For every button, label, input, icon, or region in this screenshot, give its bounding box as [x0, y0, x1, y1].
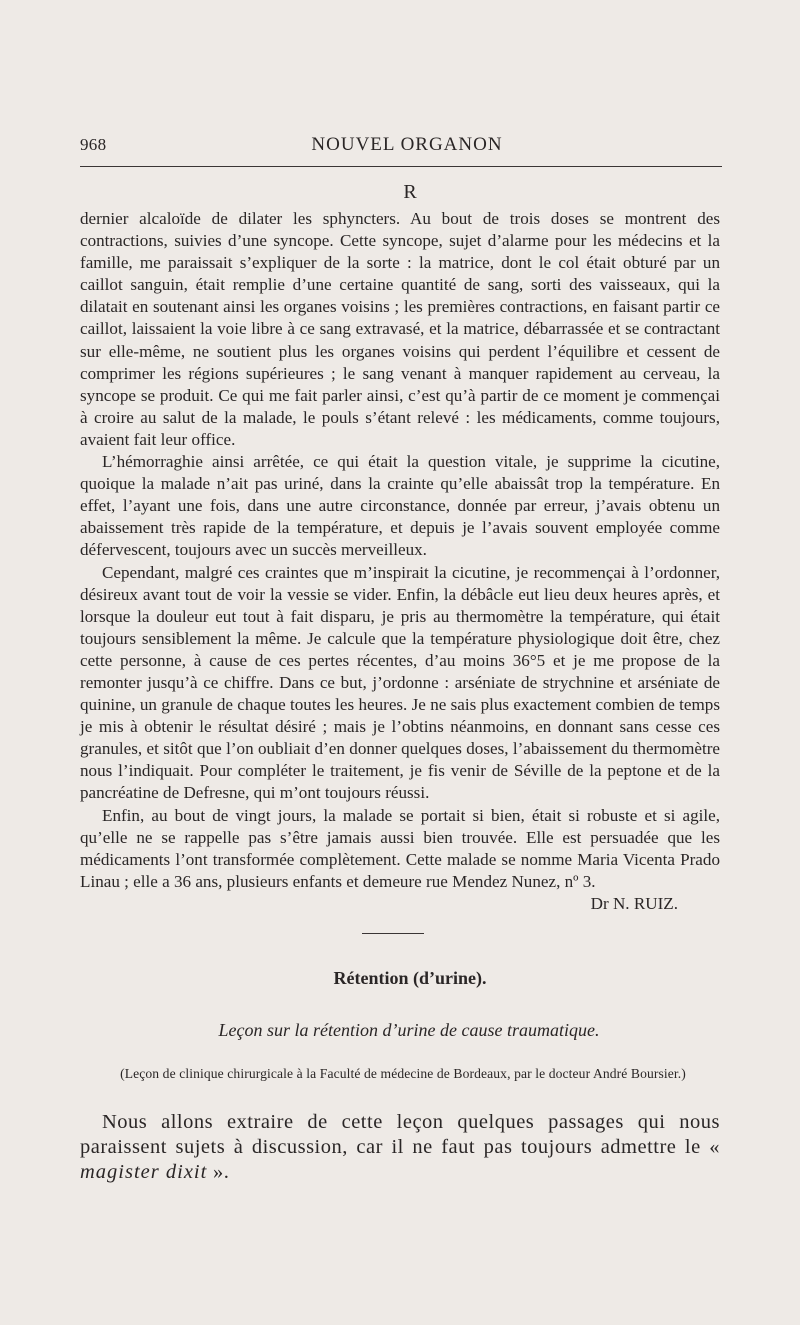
body-text [80, 208, 720, 915]
intro-body: Nous allons extraire de cette leçon quelques passages qui nous paraissent sujets à discussion, car il ne faut pas toujours admettre le [80, 1111, 720, 1158]
page-number: 968 [80, 135, 107, 154]
running-title: NOUVEL ORGANON [311, 134, 503, 155]
close-quote: ». [207, 1161, 230, 1183]
open-quote: « [709, 1136, 720, 1158]
lesson-source: (Leçon de clinique chirurgicale à la Faculté de médecine de Bordeaux, par le docteur André Boursier.) [120, 1066, 686, 1081]
quoted-phrase: magister dixit [80, 1161, 208, 1183]
paragraph: Cependant, malgré ces craintes que m’inspirait la cicutine, je recommençai à l’ordonner, désireux avant tout de voir la vessie se vider. Enfin, la débâcle eut lieu deux heures après, et lorsque la douleur eut tout à fait disparu, je pris au thermomètre la température, qui était toujours sensiblement la même. Je calcule que la température physiologique doit être, chez cette personne, à cause de ces pertes récentes, d’au moins 36°5 et je me propose de la remonter jusqu’à ce chiffre. Dans ce but, j’ordonne : arséniate de strychnine et arséniate de quinine, un granule de chaque toutes les heures. Je ne sais plus exactement combien de temps je mis à obtenir le résultat désiré ; mais je l’obtins néanmoins, en donnant sans cesse ces granules, et sitôt que l’on oubliait d’en donner quelques doses, l’abaissement du thermomètre nous l’indiquait. Pour compléter le traitement, je fis venir de Séville de la peptone et de la pancréatine de Defresne, qui m’ont toujours réussi. [80, 562, 720, 803]
header-rule [80, 166, 722, 167]
paragraph: L’hémorraghie ainsi arrêtée, ce qui était la question vitale, je supprime la cicutine, quoique la malade n’ait pas uriné, dans la crainte qu’elle abaissât trop la température. En effet, l’ayant une fois, dans une autre circonstance, donnée par erreur, j’avais obtenu un abaissement très rapide de la température, et depuis je l’avais souvent employée comme défervescent, toujours avec un succès merveilleux. [80, 452, 720, 560]
intro-text [80, 1110, 720, 1185]
intro-paragraph [80, 1110, 720, 1185]
signature: Dr N. RUIZ. [590, 893, 678, 913]
page-header [80, 133, 722, 159]
paragraph: dernier alcaloïde de dilater les sphyncters. Au bout de trois doses se montrent des contractions, suivies d’une syncope. Cette syncope, sujet d’alarme pour les médecins et la famille, me paraissait s’expliquer de la sorte : la matrice, dont le col était obturé par un caillot sanguin, était remplie d’une certaine quantité de sang, sorti des vaisseaux, qui la dilatait en soutenant ainsi les organes voisins ; les premières contractions, en faisant partir ce caillot, laissaient la voie libre à ce sang extravasé, et la matrice, débarrassée et se contractant sur elle-même, ne soutient plus les organes voisins qui perdent l’équilibre et cessent de comprimer les régions supérieures ; le sang venant à manquer rapidement au cerveau, la syncope se produit. Ce qui me fait parler ainsi, c’est qu’à partir de ce moment je commençai à croire au salut de la malade, le pouls s’étant relevé : les médicaments, comme toujours, avaient fait leur office. [80, 209, 720, 449]
paragraph: Enfin, au bout de vingt jours, la malade se portait si bien, était si robuste et si agile, qu’elle ne se rappelle pas s’être jamais aussi bien trouvée. Elle est persuadée que les médicaments l’ont transformée complètement. Cette malade se nomme Maria Vicenta Prado Linau ; elle a 36 ans, plusieurs enfants et demeure rue Mendez Nunez, nº 3. [80, 805, 720, 891]
section-title: Rétention (d’urine). [333, 968, 487, 988]
lesson-title: Leçon sur la rétention d’urine de cause traumatique. [218, 1020, 600, 1040]
section-letter: R [403, 181, 417, 203]
separator-rule [362, 933, 424, 934]
